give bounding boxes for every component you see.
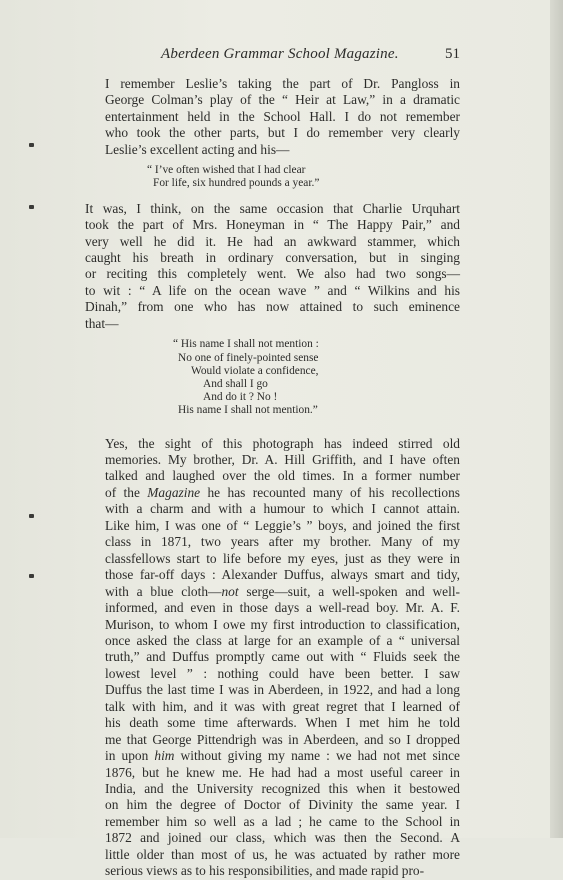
text-line: little older than most of us, he was actuated by rather more — [105, 846, 460, 862]
text-line: 1872 and joined our class, which was then the Second. A — [105, 830, 460, 846]
page-body — [85, 76, 460, 880]
page-header — [85, 46, 460, 66]
text-line: George Colman’s play of the “ Heir at Law,” in a dramatic — [105, 92, 460, 108]
text-line: Dinah,” from one who has now attained to such eminence — [85, 299, 460, 315]
text-line: with a charm and with a humour to which I cannot attain. — [105, 501, 460, 517]
text-line: who took the other parts, but I do remember very clearly — [105, 125, 460, 141]
verse-line: No one of finely-pointed sense — [178, 351, 319, 364]
text-line: Like him, I was one of “ Leggie’s ” boys, and joined the first — [105, 517, 460, 533]
text-line: that— — [85, 315, 119, 331]
text-line: 1876, but he knew me. He had had a most useful career in — [105, 764, 460, 780]
text-line: to wit : “ A life on the ocean wave ” and “ Wilkins and his — [85, 282, 460, 298]
text-line: I remember Leslie’s taking the part of Dr. Pangloss in — [105, 76, 460, 91]
text-line: took the part of Mrs. Honeyman in “ The Happy Pair,” and — [85, 217, 460, 233]
text-line: in upon him without giving my name : we had not met since — [105, 748, 460, 764]
text-line: with a blue cloth—not serge—suit, a well-spoken and well- — [105, 583, 461, 599]
text-line: those far-off days : Alexander Duffus, always smart and tidy, — [105, 567, 460, 583]
text-line: class in 1871, two years after my brother. Many of my — [105, 534, 460, 550]
verse-line: And shall I go — [203, 377, 268, 390]
verse-line: His name I shall not mention.” — [178, 404, 318, 417]
page-number: 51 — [445, 46, 460, 62]
text-line: remember him so well as a lad ; he came to the School in — [105, 813, 460, 829]
text-line: informed, and even in those days a well-read boy. Mr. A. F. — [105, 600, 460, 616]
text-line: talk with him, and it was with great regret that I learned of — [105, 698, 460, 714]
paragraph-urquhart — [85, 201, 460, 333]
text-line: talked and laughed over the old times. In a former number — [105, 468, 460, 484]
text-line: very well he did it. He had an awkward stammer, which — [85, 233, 460, 249]
verse-line: “ I’ve often wished that I had clear — [147, 164, 306, 177]
text-line: Yes, the sight of this photograph has indeed stirred old — [105, 435, 460, 451]
text-line: Murison, to whom I owe my first introduction to classification, — [105, 616, 460, 632]
margin-mark — [29, 143, 34, 147]
verse-quote-his-name — [85, 338, 460, 417]
text-line: lowest level ” : nothing could have been better. I saw — [105, 665, 460, 681]
text-line: caught his breath in ordinary conversation, but in singing — [85, 250, 460, 266]
running-title: Aberdeen Grammar School Magazine. — [161, 46, 399, 62]
verse-line: And do it ? No ! — [203, 391, 278, 404]
margin-mark — [29, 205, 34, 209]
paragraph-photograph-memories — [85, 436, 460, 880]
text-line: truth,” and Duffus promptly came out with “ Fluids seek the — [105, 649, 460, 665]
text-line: entertainment held in the School Hall. I do not remember — [105, 108, 460, 124]
margin-mark — [29, 514, 34, 518]
text-line: It was, I think, on the same occasion that Charlie Urquhart — [85, 200, 460, 216]
text-line: once asked the class at large for an example of a “ universal — [105, 632, 460, 648]
text-line: memories. My brother, Dr. A. Hill Griffith, and I have often — [105, 451, 460, 467]
margin-mark — [29, 574, 34, 578]
text-line: me that George Pittendrigh was in Aberdeen, and so I dropped — [105, 731, 460, 747]
text-line: of the Magazine he has recounted many of his recollections — [105, 484, 460, 500]
text-line: or reciting this completely went. We also had two songs— — [85, 266, 460, 282]
verse-quote-heir-at-law — [85, 164, 460, 190]
verse-line: “ His name I shall not mention : — [173, 338, 319, 351]
paragraph-leslie — [85, 76, 460, 158]
text-line: Leslie’s excellent acting and his— — [105, 141, 290, 157]
text-line: on him the degree of Doctor of Divinity the same year. I — [105, 797, 460, 813]
text-line: India, and the University recognized this when it bestowed — [105, 781, 460, 797]
text-line: serious views as to his responsibilities, and made rapid pro- — [105, 863, 425, 879]
verse-line: Would violate a confidence, — [191, 364, 319, 377]
page-edge — [550, 0, 563, 838]
verse-line: For life, six hundred pounds a year.” — [153, 177, 320, 190]
text-line: his death some time afterwards. When I met him he told — [105, 715, 460, 731]
text-line: classfellows start to life before my eyes, just as they were in — [105, 550, 460, 566]
text-line: Duffus the last time I was in Aberdeen, in 1922, and had a long — [105, 682, 460, 698]
